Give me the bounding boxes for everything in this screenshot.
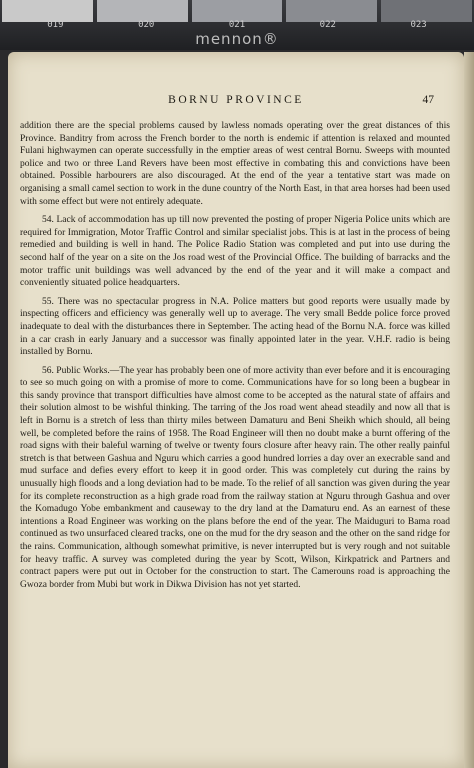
color-swatches: [0, 0, 474, 22]
page-edge: [464, 52, 474, 768]
swatch-label: 022: [319, 20, 336, 30]
swatch-022: [286, 0, 377, 22]
paragraph-54: 54. Lack of accommodation has up till now prevented the posting of proper Nigeria Police units which are required for Immigration, Motor Traffic Control and similar specialist jobs. This is at last in the process of being remedied and building is well in hand. The Police Radio Station was completed and put into use during the second half of the year on a site on the Jos road west of the Provincial Office. The building of barracks and the motor traffic unit buildings was well advanced by the end of the year and it will make a compact and conveniently situated police headquarters.: [20, 215, 450, 289]
swatch-023: [381, 0, 472, 22]
swatch-019: [2, 0, 93, 22]
swatch-label: 020: [138, 20, 155, 30]
swatch-label: 019: [47, 20, 64, 30]
swatch-021: [192, 0, 283, 22]
body-text: [20, 120, 450, 597]
running-head: BORNU PROVINCE: [168, 94, 304, 106]
paragraph-56: 56. Public Works.—The year has probably been one of more activity than ever before and it is encouraging to see so much going on with a promise of more to come. Communications have for so long been a bugbear in this sandy province that transport difficulties have almost come to be accepted as the natural state of affairs and their solution almost to be wishful thinking. The tarring of the Jos road went ahead steadily and now all that is left in Bornu is a stretch of less than thirty miles between Damaturu and Beni Sheikh which should, all being well, be completed before the rains of 1958. The Road Engineer will then no doubt make a burnt offering of the road signs with their baleful warning of twelve or twenty fours closure after heavy rain. The other really painful stretch is that between Gashua and Nguru which carries a good hundred lorries a day over an execrable sand and mud surface and defies every effort to keep it in good order. This was completely cut during the rains by unusually high floods and a long deviation had to be made. To the relief of all sanction was given during the year for its complete reconstruction as a high grade road from the railway station at Nguru through Gashua and over the Komadugo Yobe embankment and causeway to the dry land at the Damaturu end. As an earnest of these intentions a Road Engineer was working on the plans before the end of the year. The Maiduguri to Bama road continued as two unsurfaced cleared tracks, one on the mud for the dry season and the other on the sand ridge for the rains. Communication, although somewhat primitive, is never interrupted but is very rough and not suitable for heavy traffic. A survey was completed during the year by Scott, Wilson, Kirkpatrick and Partners and contract papers were put out in October for the construction to start. The Camerouns road is approaching the Gwoza border from Mubi but work in Dikwa Division has not yet started.: [20, 365, 450, 590]
swatch-020: [97, 0, 188, 22]
page-number: 47: [422, 94, 434, 106]
paragraph-55: 55. There was no spectacular progress in N.A. Police matters but good reports were usually made by inspecting officers and efficiency was generally well up to average. The very small Bedde police force proved inadequate to deal with the disturbances there in September. The acting head of the Bornu N.A. force was killed in a car crash in early January and a successor was finally appointed later in the year. V.H.F. radio is being installed by Bornu.: [20, 296, 450, 358]
brand-logo: mennon®: [195, 30, 279, 48]
document-page: [8, 52, 464, 768]
paragraph: addition there are the special problems caused by lawless nomads operating over the great distances of this Province. Banditry from across the French border to the north is endemic if attention is relaxed and mounted Fulani highwaymen can operate successfully in the emptier areas of west central Bornu. Sweeps with mounted police and two or three Land Revers have been most effective in combating this and convictions have been obtained. Possible harbourers are also discouraged. At the end of the year a tentative start was made on organising a small camel section to work in the dune country of the North East, in that area horses had been used with some effect but were not entirely adequate.: [20, 121, 450, 207]
swatch-label: 023: [410, 20, 427, 30]
scanner-color-strip: [0, 0, 474, 50]
swatch-label: 021: [228, 20, 246, 30]
